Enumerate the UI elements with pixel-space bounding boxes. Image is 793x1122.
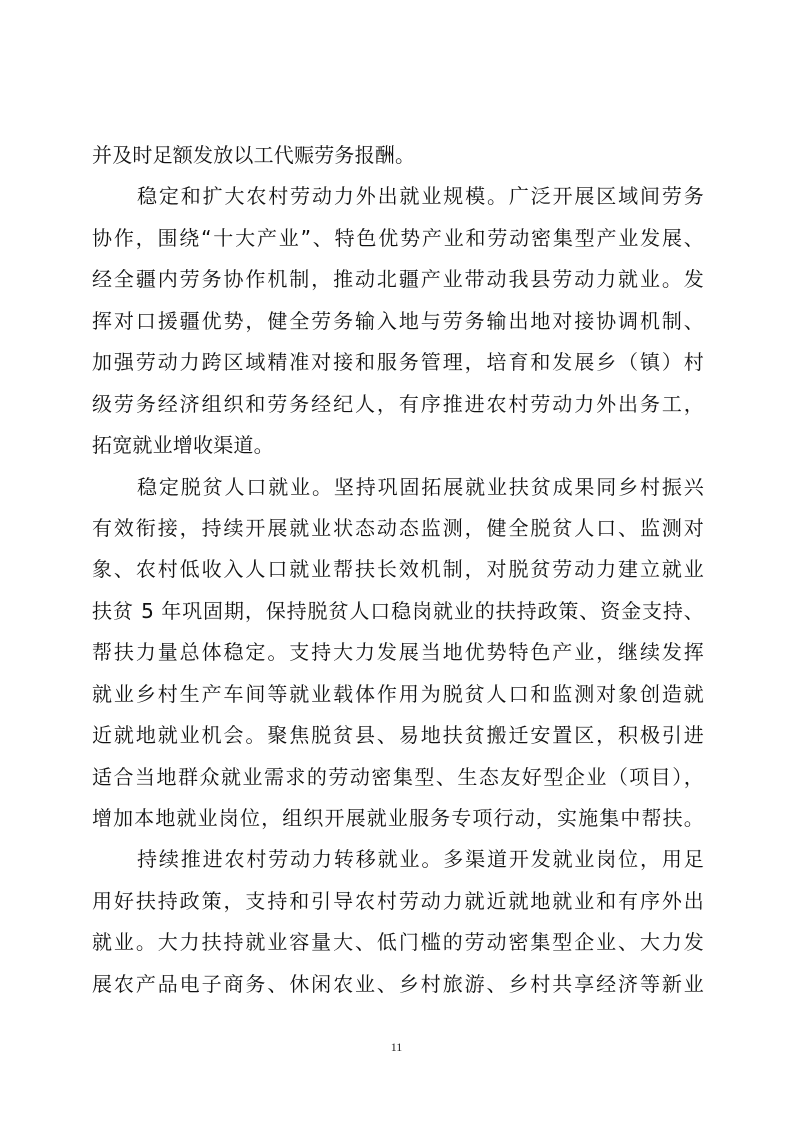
text-line: 用好扶持政策，支持和引导农村劳动力就近就地就业和有序外出	[92, 888, 704, 913]
text-line: 经全疆内劳务协作机制，推动北疆产业带动我县劳动力就业。发	[92, 267, 704, 292]
text-line: 帮扶力量总体稳定。支持大力发展当地优势特色产业，继续发挥	[92, 640, 704, 665]
text-line: 加强劳动力跨区域精准对接和服务管理，培育和发展乡（镇）村	[92, 350, 704, 375]
text-line: 就业乡村生产车间等就业载体作用为脱贫人口和监测对象创造就	[92, 681, 704, 706]
text-line: 增加本地就业岗位，组织开展就业服务专项行动，实施集中帮扶。	[92, 806, 704, 830]
text-line: 级劳务经济组织和劳务经纪人，有序推进农村劳动力外出务工，	[92, 391, 704, 416]
text-line: 并及时足额发放以工代赈劳务报酬。	[92, 143, 416, 167]
text-line: 持续推进农村劳动力转移就业。多渠道开发就业岗位，用足	[137, 847, 704, 872]
body-text	[92, 135, 704, 1005]
text-line: 拓宽就业增收渠道。	[92, 433, 274, 458]
text-line: 适合当地群众就业需求的劳动密集型、生态友好型企业（项目），	[92, 764, 704, 789]
text-line: 稳定和扩大农村劳动力外出就业规模。广泛开展区域间劳务	[137, 184, 704, 209]
text-line: 扶贫 5 年巩固期，保持脱贫人口稳岗就业的扶持政策、资金支持、	[92, 598, 704, 623]
text-line: 象、农村低收入人口就业帮扶长效机制，对脱贫劳动力建立就业	[92, 557, 704, 582]
text-line: 稳定脱贫人口就业。坚持巩固拓展就业扶贫成果同乡村振兴	[137, 474, 704, 499]
text-line: 近就地就业机会。聚焦脱贫县、易地扶贫搬迁安置区，积极引进	[92, 723, 704, 748]
text-line: 就业。大力扶持就业容量大、低门槛的劳动密集型企业、大力发	[92, 930, 704, 955]
text-line: 有效衔接，持续开展就业状态动态监测，健全脱贫人口、监测对	[92, 515, 704, 540]
text-line: 协作，围绕“十大产业”、特色优势产业和劳动密集型产业发展、	[92, 225, 704, 250]
text-line: 挥对口援疆优势，健全劳务输入地与劳务输出地对接协调机制、	[92, 308, 704, 333]
text-line: 展农产品电子商务、休闲农业、乡村旅游、乡村共享经济等新业	[92, 971, 704, 996]
page-number: 11	[390, 1040, 403, 1054]
